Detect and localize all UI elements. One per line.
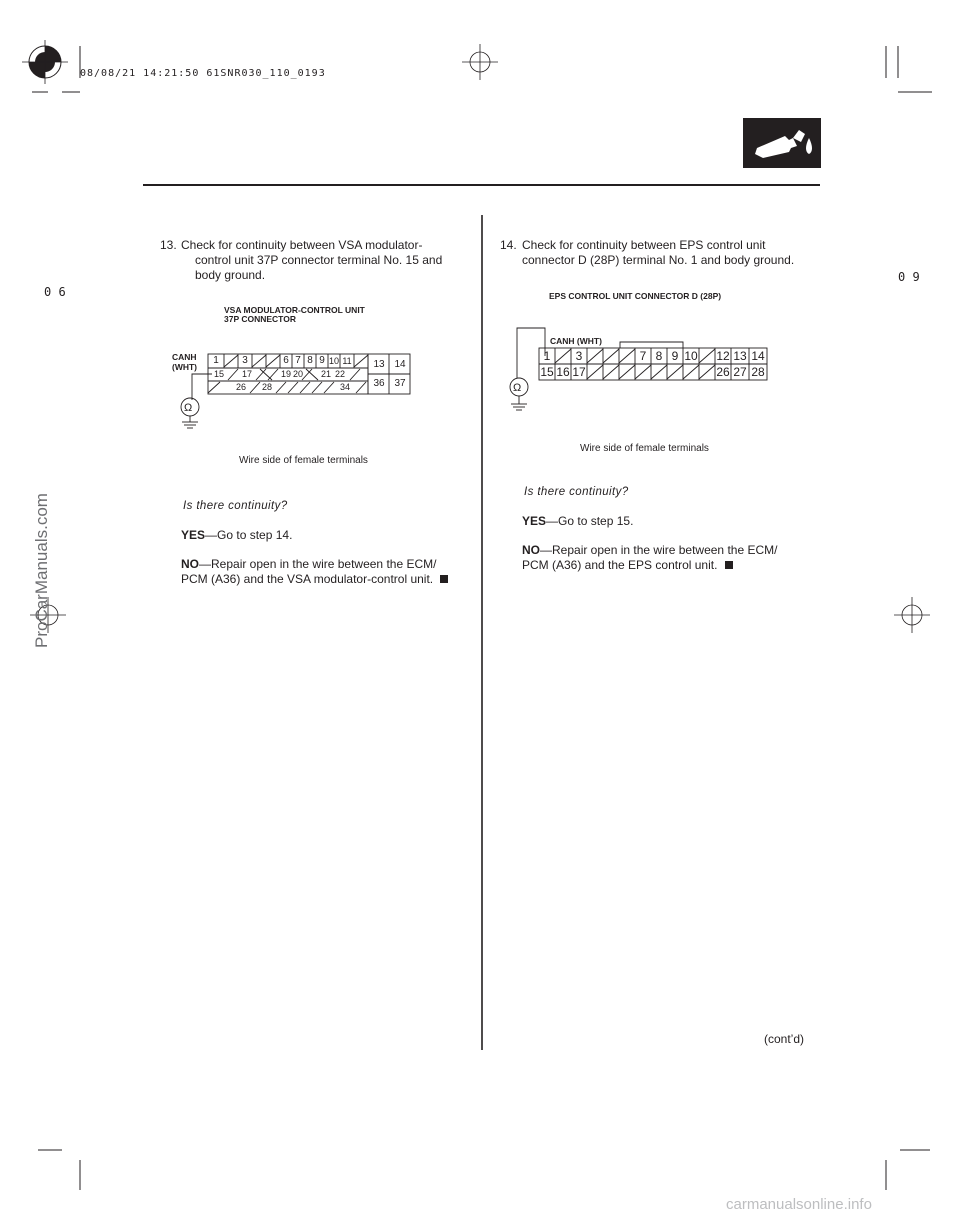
continued-note: (cont’d)	[764, 1032, 805, 1046]
step13-no-text2-label: PCM (A36) and the VSA modulator-control unit.	[181, 572, 434, 586]
vsa-connector-title: VSA MODULATOR-CONTROL UNIT	[224, 305, 365, 315]
step13-yes-text: Go to step 14.	[217, 528, 293, 542]
eps-wire-label: CANH (WHT)	[550, 336, 602, 346]
eps-terminal-3: 3	[575, 349, 583, 363]
step14-yes-label: YES	[522, 514, 547, 528]
eps-caption: Wire side of female terminals	[580, 443, 709, 454]
vsa-terminal-10: 10	[328, 356, 339, 366]
step14-yes-text: Go to step 15.	[558, 514, 634, 528]
vsa-terminal-22: 22	[334, 369, 345, 379]
vsa-terminal-7: 7	[295, 355, 301, 366]
vsa-terminal-17: 17	[241, 369, 252, 379]
vsa-terminal-15: 15	[213, 369, 224, 379]
vsa-wire-color: (WHT)	[172, 362, 198, 372]
step14-no-text1: Repair open in the wire between the ECM/	[552, 543, 778, 557]
step13-no-text2	[181, 572, 448, 587]
eps-terminal-7: 7	[639, 349, 647, 363]
eps-terminal-14: 14	[751, 349, 765, 363]
step13-yes-label: YES	[181, 528, 206, 542]
vsa-terminal-13: 13	[373, 359, 385, 370]
step13-yes-row	[181, 528, 292, 543]
vsa-caption: Wire side of female terminals	[239, 455, 368, 466]
side-mark-right: 0 9	[898, 270, 920, 284]
dash: —	[205, 528, 218, 542]
dash: —	[540, 543, 552, 557]
eps-terminal-10: 10	[684, 349, 698, 363]
side-mark-left: 0 6	[44, 285, 66, 299]
vsa-terminal-14: 14	[394, 359, 406, 370]
print-stamp: 08/08/21 14:21:50 61SNR030_110_0193	[80, 68, 326, 79]
step13-no-row	[181, 557, 436, 572]
step13-text-line2: control unit 37P connector terminal No. 15 and	[195, 253, 443, 267]
end-square-icon	[440, 575, 448, 583]
vsa-terminal-34: 34	[339, 382, 350, 392]
end-square-icon	[725, 561, 733, 569]
vsa-terminal-1: 1	[213, 355, 219, 366]
eps-connector-title: EPS CONTROL UNIT CONNECTOR D (28P)	[549, 291, 722, 301]
eps-terminal-27: 27	[733, 365, 747, 379]
step13-text-line3: body ground.	[195, 268, 266, 282]
vsa-terminal-21: 21	[320, 369, 331, 379]
vsa-connector-subtitle: 37P CONNECTOR	[224, 314, 296, 324]
fuel-section-icon	[743, 118, 821, 168]
step14-text-line2: connector D (28P) terminal No. 1 and body ground.	[522, 253, 795, 267]
eps-terminal-28: 28	[751, 365, 765, 379]
vsa-terminal-8: 8	[307, 355, 313, 366]
step14-no-label: NO	[522, 543, 540, 557]
vsa-terminal-19: 19	[280, 369, 291, 379]
watermark-left: ProCarManuals.com	[32, 493, 51, 648]
step13-text-line1: Check for continuity between VSA modulator-	[181, 238, 423, 252]
eps-terminal-17: 17	[572, 365, 586, 379]
vsa-terminal-26: 26	[235, 382, 246, 392]
eps-terminal-1: 1	[543, 349, 551, 363]
step14-no-text2-label: PCM (A36) and the EPS control unit.	[522, 558, 718, 572]
step14-text-line1: Check for continuity between EPS control unit	[522, 238, 766, 252]
step14-question: Is there continuity?	[524, 486, 629, 498]
step14-no-row	[522, 543, 777, 558]
vsa-terminal-28: 28	[261, 382, 272, 392]
fuel-nozzle-icon	[743, 118, 821, 168]
eps-terminal-26: 26	[716, 365, 730, 379]
step13-question: Is there continuity?	[183, 500, 288, 512]
dash: —	[199, 557, 211, 571]
eps-terminal-8: 8	[655, 349, 663, 363]
vsa-terminal-37: 37	[394, 378, 406, 389]
vsa-wire-label: CANH	[172, 352, 197, 362]
step13-no-label: NO	[181, 557, 199, 571]
step14-no-text2	[522, 558, 733, 573]
vsa-terminal-6: 6	[283, 355, 289, 366]
vsa-37p-connector	[180, 350, 420, 430]
step14-number: 14.	[500, 238, 517, 252]
vsa-terminal-20: 20	[292, 369, 303, 379]
eps-28p-connector	[505, 320, 775, 420]
step13-number: 13.	[160, 238, 177, 252]
eps-terminal-15: 15	[540, 365, 554, 379]
eps-terminal-13: 13	[733, 349, 747, 363]
vsa-terminal-9: 9	[319, 355, 325, 366]
ohmmeter-icon: Ω	[513, 382, 522, 394]
eps-terminal-9: 9	[671, 349, 679, 363]
dash: —	[546, 514, 559, 528]
step13-no-text1: Repair open in the wire between the ECM/	[211, 557, 437, 571]
eps-terminal-12: 12	[716, 349, 730, 363]
vsa-terminal-36: 36	[373, 378, 385, 389]
eps-terminal-16: 16	[556, 365, 570, 379]
ohmmeter-icon: Ω	[184, 402, 193, 414]
vsa-terminal-3: 3	[242, 355, 248, 366]
watermark-bottom: carmanualsonline.info	[726, 1196, 872, 1213]
step14-yes-row	[522, 514, 633, 529]
vsa-terminal-11: 11	[342, 356, 352, 366]
